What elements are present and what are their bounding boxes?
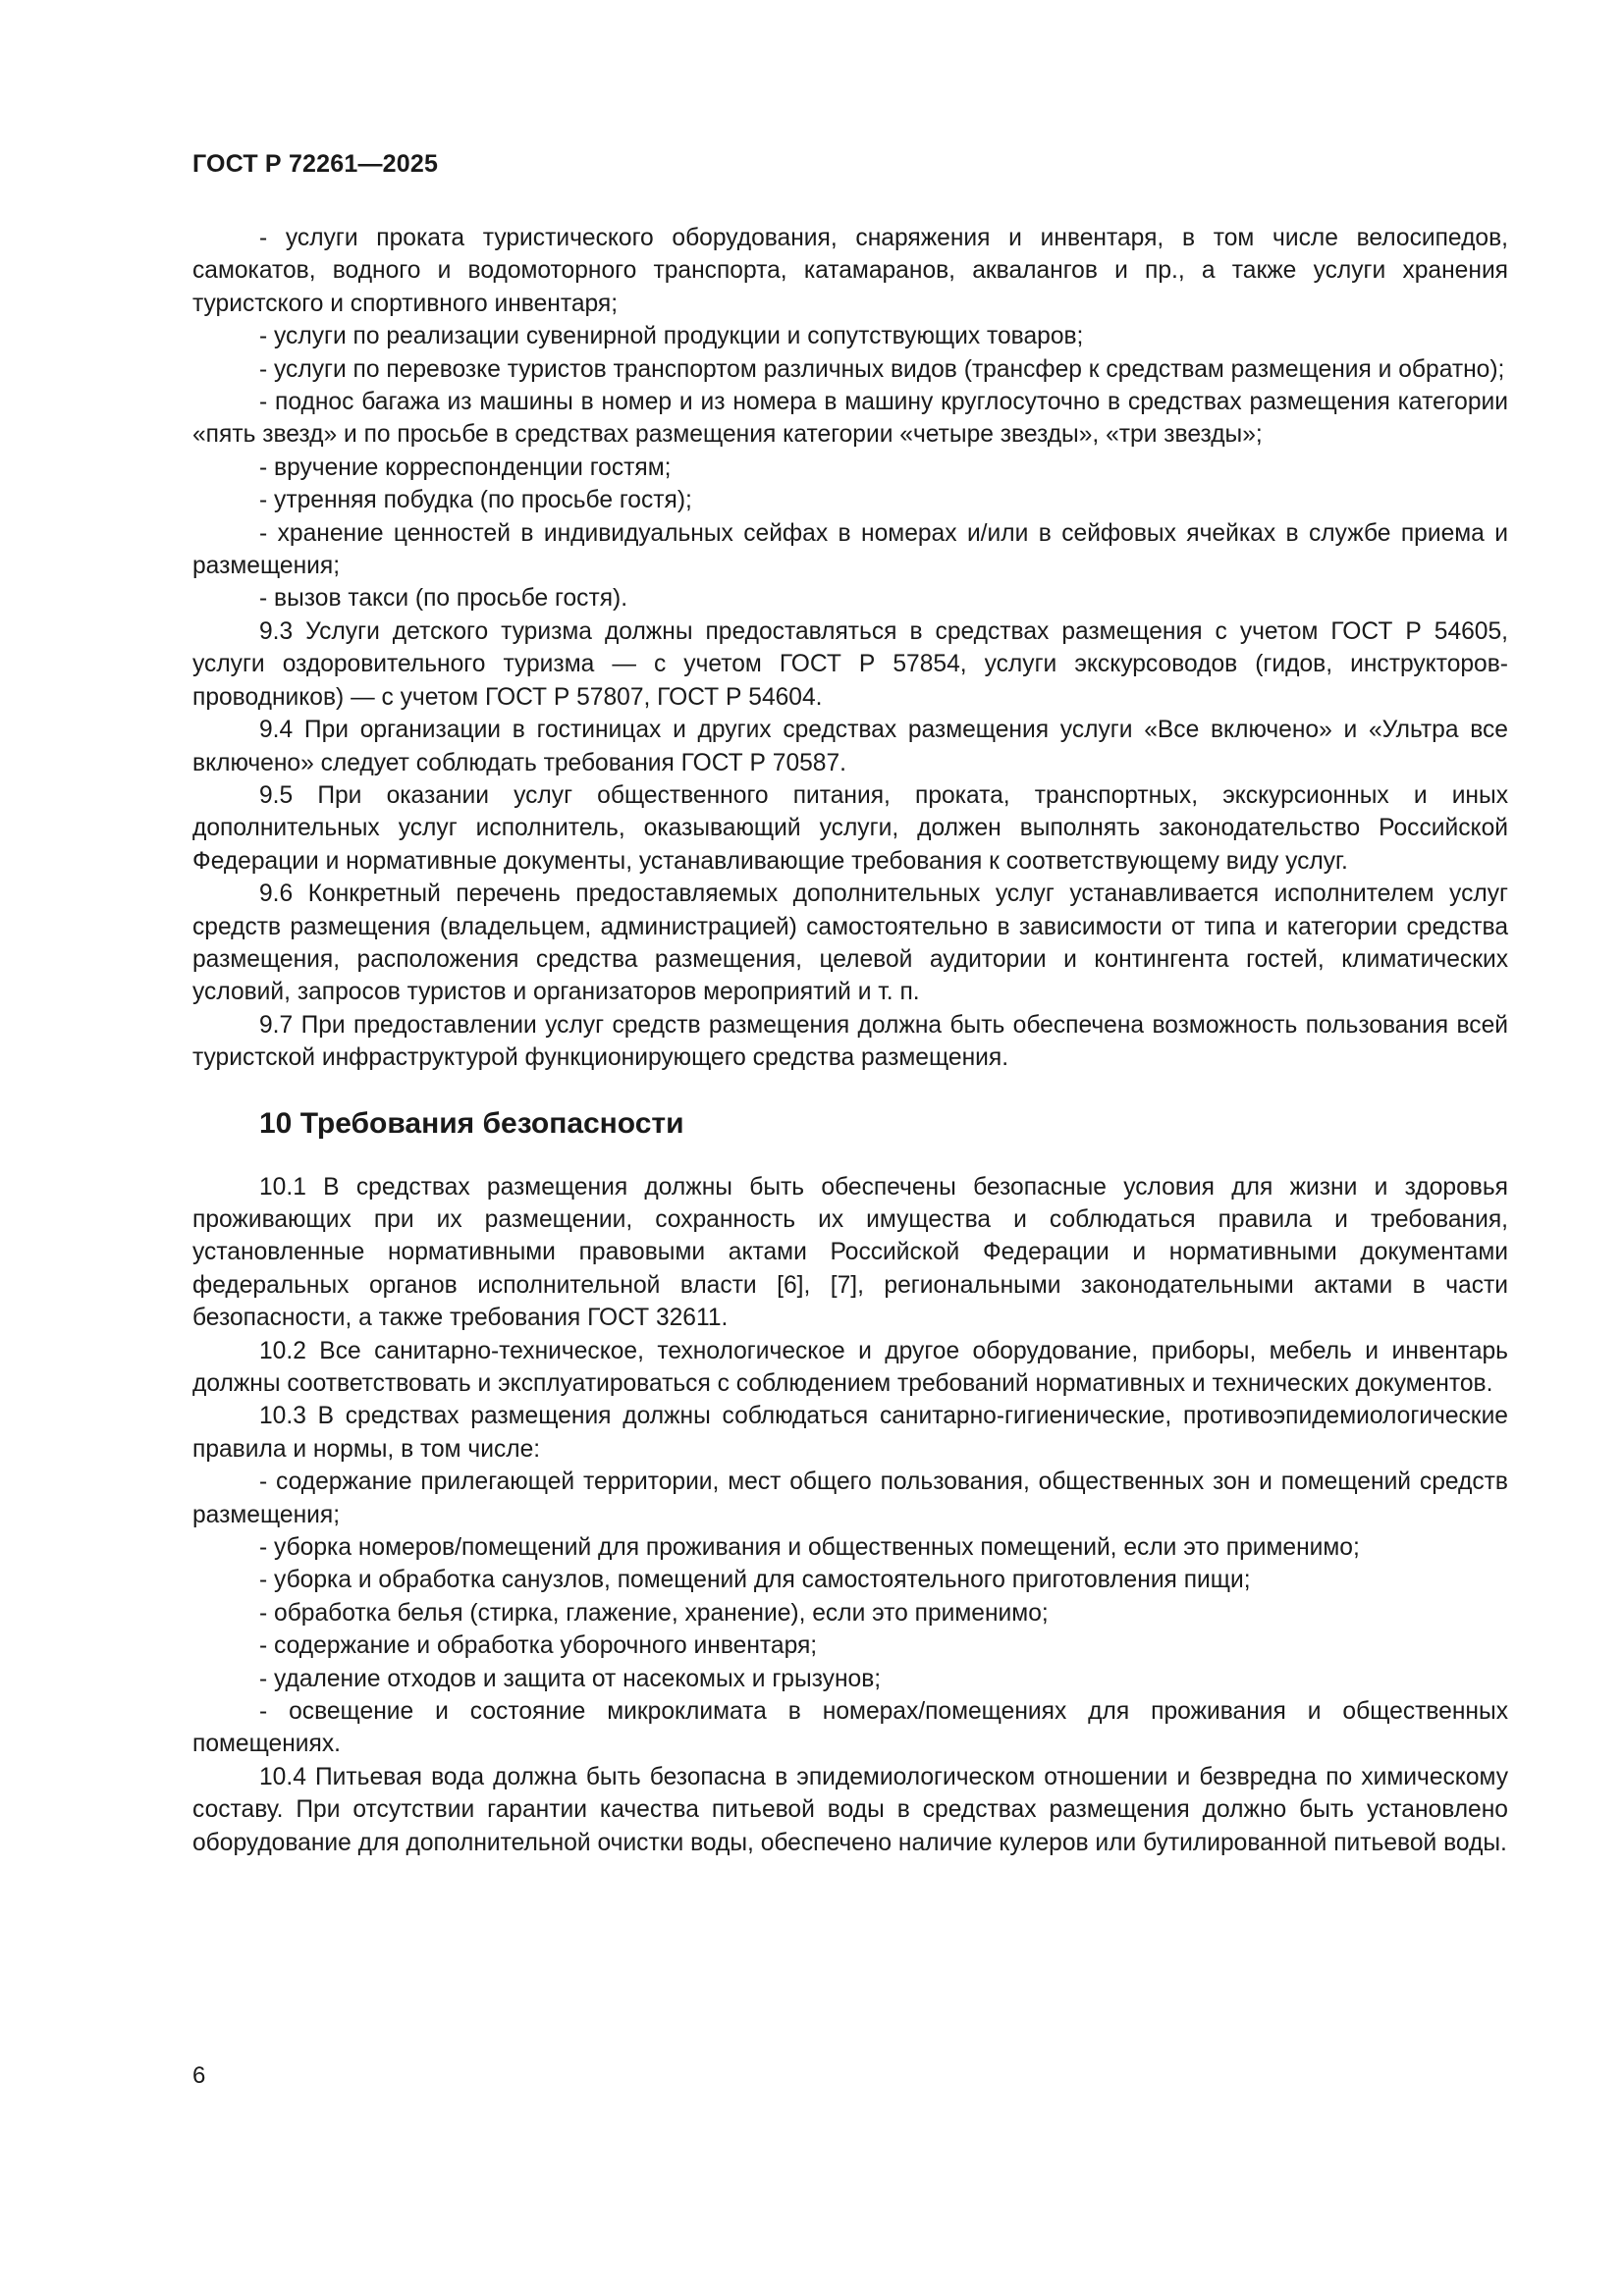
page-number: 6 [192,2062,206,2089]
paragraph: 10.3 В средствах размещения должны соблюдаться санитарно-гигиенические, противоэпидемиологические правила и нормы, в том числе: [192,1403,1508,1463]
paragraph: - вызов такси (по просьбе гостя). [259,585,628,613]
paragraph: - хранение ценностей в индивидуальных сейфах в номерах и/или в сейфовых ячейках в службе приема и размещения; [192,519,1508,580]
paragraph: - освещение и состояние микроклимата в номерах/помещениях для проживания и общественных помещениях. [192,1698,1508,1758]
paragraph: - услуги по перевозке туристов транспортом различных видов (трансфер к средствам размещения и обратно); [259,355,1505,383]
paragraph: - удаление отходов и защита от насекомых и грызунов; [259,1665,882,1692]
paragraph: 10.2 Все санитарно-техническое, технологическое и другое оборудование, приборы, мебель и инвентарь должны соответствовать и эксплуатироваться с соблюдением требований нормативных и технических документов. [192,1337,1508,1397]
paragraph: 9.6 Конкретный перечень предоставляемых дополнительных услуг устанавливается исполнителем услуг средств размещения (владельцем, администрацией) самостоятельно в зависимости от типа и категории средства размещения, расположения средства размещения, целевой аудитории и контингента гостей, климатических условий, запросов туристов и организаторов мероприятий и т. п. [192,881,1508,1006]
section-9-continuation [192,222,1508,1075]
paragraph: - услуги проката туристического оборудования, снаряжения и инвентаря, в том числе велосипедов, самокатов, водного и водомоторного транспорта, катамаранов, аквалангов и пр., а также услуги хранения туристского и спортивного инвентаря; [192,225,1508,317]
paragraph: - уборка и обработка санузлов, помещений для самостоятельного приготовления пищи; [259,1567,1251,1594]
paragraph: - содержание прилегающей территории, мест общего пользования, общественных зон и помещений средств размещения; [192,1468,1508,1528]
paragraph: 9.4 При организации в гостиницах и других средствах размещения услуги «Все включено» и «Ультра все включено» следует соблюдать требования ГОСТ Р 70587. [192,717,1508,776]
section-10-body [192,1171,1508,1860]
paragraph: 9.5 При оказании услуг общественного питания, проката, транспортных, экскурсионных и иных дополнительных услуг исполнитель, оказывающий услуги, должен выполнять законодательство Российской Федерации и нормативные документы, устанавливающие требования к соответствующему виду услуг. [192,781,1508,875]
paragraph: 10.4 Питьевая вода должна быть безопасна в эпидемиологическом отношении и безвредна по химическому составу. При отсутствии гарантии качества питьевой воды в средствах размещения должно быть установлено оборудование для дополнительной очистки воды, обеспечено наличие кулеров или бутилированной питьевой воды. [192,1763,1508,1856]
paragraph: - услуги по реализации сувенирной продукции и сопутствующих товаров; [259,323,1084,350]
paragraph: - поднос багажа из машины в номер и из номера в машину круглосуточно в средствах размещения категории «пять звезд» и по просьбе в средствах размещения категории «четыре звезды», «три звезды»; [192,389,1508,449]
paragraph: 10.1 В средствах размещения должны быть обеспечены безопасные условия для жизни и здоровья проживающих при их размещении, сохранность их имущества и соблюдаться правила и требования, установленные нормативными правовыми актами Российской Федерации и нормативными документами федеральных органов исполнительной власти [6], [7], региональными законодательными актами в части безопасности, а также требования ГОСТ 32611. [192,1173,1508,1332]
paragraph: - уборка номеров/помещений для проживания и общественных помещений, если это применимо; [259,1534,1360,1562]
paragraph: 9.7 При предоставлении услуг средств размещения должна быть обеспечена возможность пользования всей туристской инфраструктурой функционирующего средства размещения. [192,1011,1508,1072]
paragraph: - вручение корреспонденции гостям; [259,454,672,481]
paragraph: - утренняя побудка (по просьбе гостя); [259,487,692,514]
paragraph: - обработка белья (стирка, глажение, хранение), если это применимо; [259,1599,1049,1627]
paragraph: - содержание и обработка уборочного инвентаря; [259,1632,818,1660]
section-title: 10 Требования безопасности [259,1106,684,1140]
document-header: ГОСТ Р 72261—2025 [192,150,439,178]
document-body [192,222,1508,1859]
paragraph: 9.3 Услуги детского туризма должны предоставляться в средствах размещения с учетом ГОСТ Р 54605, услуги оздоровительного туризма — с учетом ГОСТ Р 57854, услуги экскурсоводов (гидов, инструкторов-проводников) — с учетом ГОСТ Р 57807, ГОСТ Р 54604. [192,617,1508,711]
